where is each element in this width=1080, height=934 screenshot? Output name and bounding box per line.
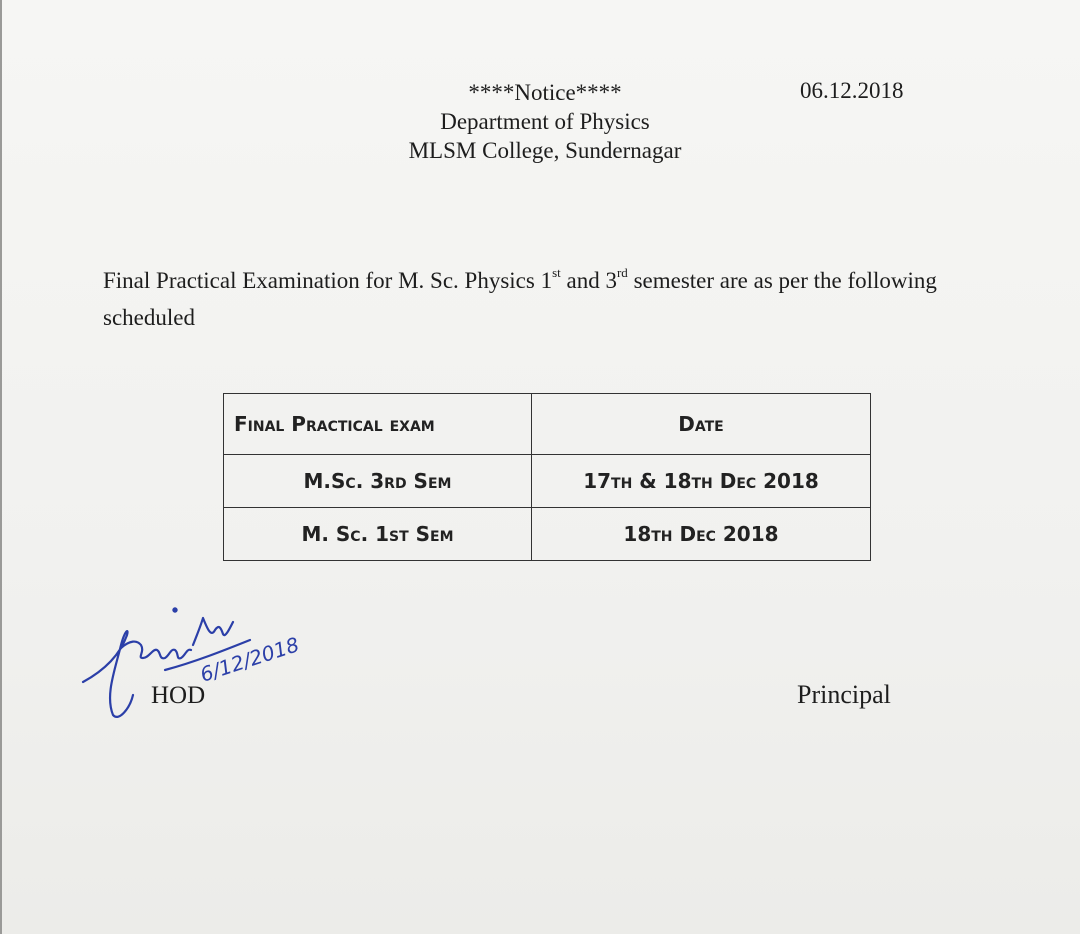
notice-body <box>103 262 1003 336</box>
body-text-part2: and 3 <box>560 268 617 293</box>
row-1-date: 17th & 18th Dec 2018 <box>532 455 871 508</box>
paper-edge <box>0 0 2 934</box>
college-name: MLSM College, Sundernagar <box>408 138 682 163</box>
hod-label: HOD <box>151 682 206 709</box>
body-text-part3: semester are as per the following scheduled <box>103 268 937 330</box>
notice-heading: ****Notice**** <box>468 80 622 105</box>
notice-header <box>380 78 710 165</box>
header-date: Date <box>532 394 871 455</box>
table-row <box>224 455 871 508</box>
principal-label: Principal <box>797 680 891 709</box>
table-header-row <box>224 394 871 455</box>
row-2-exam: M. Sc. 1st Sem <box>224 508 532 561</box>
body-sup-2: rd <box>616 265 628 280</box>
table-row <box>224 508 871 561</box>
exam-schedule-table <box>223 393 871 561</box>
header-exam: Final Practical exam <box>224 394 532 455</box>
body-sup-1: st <box>552 265 561 280</box>
department-name: Department of Physics <box>440 109 650 134</box>
body-text-part1: Final Practical Examination for M. Sc. Physics 1 <box>103 268 553 293</box>
row-2-date: 18th Dec 2018 <box>532 508 871 561</box>
row-1-exam: M.Sc. 3rd Sem <box>224 455 532 508</box>
hod-handwritten-date: 6/12/2018 <box>197 632 303 687</box>
notice-date: 06.12.2018 <box>800 78 904 103</box>
